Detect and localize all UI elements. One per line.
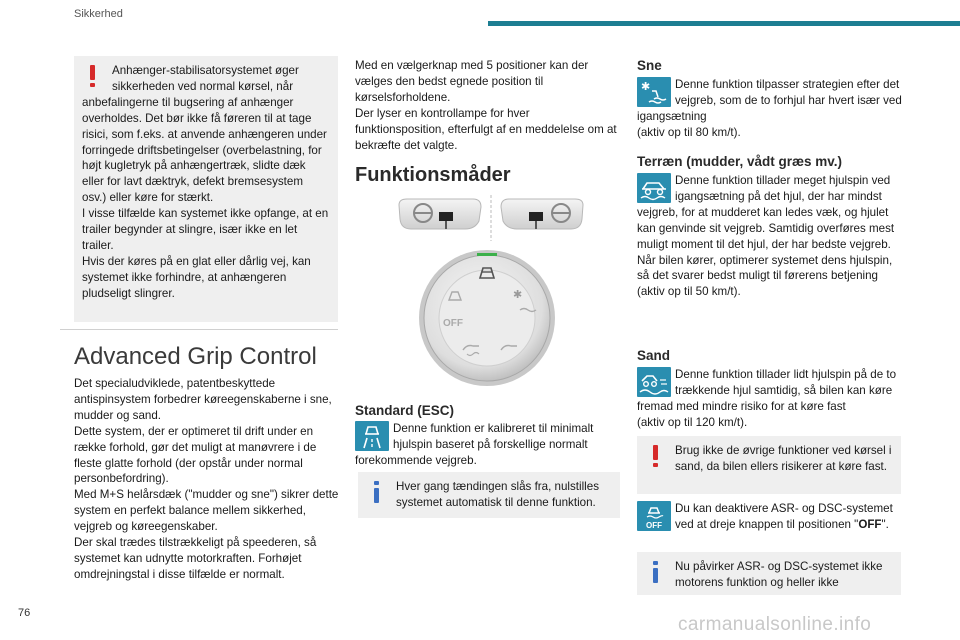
knob-off-label: OFF	[443, 318, 463, 329]
header-section-title: Sikkerhed	[74, 8, 123, 20]
section-title-agc: Advanced Grip Control	[74, 343, 317, 370]
standard-block	[355, 421, 620, 469]
warning-box-trailer	[74, 56, 338, 322]
svg-text:✱: ✱	[641, 80, 651, 93]
dashboard-illustration	[395, 195, 587, 241]
snow-icon	[637, 77, 671, 107]
terrain-block	[637, 173, 903, 300]
warning-icon	[645, 443, 675, 469]
info-reset-text: Hver gang tændingen slås fra, nulstilles systemet automatisk til denne funktion.	[396, 480, 599, 509]
snow-block	[637, 77, 903, 141]
off-mode-icon	[637, 501, 671, 531]
standard-text: Denne funktion er kalibreret til minimalt hjulspin baseret på forskellige normalt forekommende vejgreb.	[355, 422, 594, 467]
terrain-icon	[637, 173, 671, 203]
section-divider	[60, 329, 338, 330]
snow-text: Denne funktion tilpasser strategien efter det vejgreb, som de to forhjul har hvert især ved igangsætning (aktiv op til 80 km/t).	[637, 78, 902, 139]
selector-intro-text: Med en vælgerknap med 5 positioner kan der vælges den bedst egnede position til kørselsforholdene. Der lyser en kontrollampe for hver funktionsposition, efterfulgt af en meddelelse om at bekræfte det valgte.	[355, 59, 617, 152]
info-box-off	[637, 552, 901, 595]
terrain-text: Denne funktion tillader meget hjulspin ved igangsætning på det hjul, der har mindst vejgreb, for at mudderet kan ledes væk, og hjulet kan genvinde sit vejgreb. Samtidig overføres mest muligt moment til det hjul, der har bedste vejgreb. Når bilen kører, optimerer systemet dens hjulspin, så det svarer bedst muligt til førerens betjening (aktiv op til 50 km/t).	[637, 174, 895, 299]
warning-text: Anhænger-stabilisatorsystemet øger sikkerheden ved normal kørsel, når anbefalingerne til bugsering af anhænger overholdes. Det bør ikke få føreren til at tage risici, som f.eks. at anvende anhængeren under forringede driftsbetingelser (overbelastning, for højt kugletryk på anhængertræk, slidte dæk eller for lavt dæktryk, defekt bremsesystem osv.) eller køre for stærkt. I visse tilfælde kan systemet ikke opfange, at en trailer begynder at slingre, især ikke en let trailer. Hvis der køres på en glat eller dårlig vej, kan systemet ikke forhindre, at anhængeren pludseligt slingrer.	[82, 64, 329, 300]
sand-warning-text: Brug ikke de øvrige funktioner ved kørsel i sand, da bilen ellers risikerer at køre fast.	[675, 444, 892, 473]
sand-text: Denne funktion tillader lidt hjulspin på de to trækkende hjul samtidig, så bilen kan køre fremad med mindre risiko for at køre fast (aktiv op til 120 km/t).	[637, 368, 897, 429]
svg-text:✱: ✱	[513, 289, 523, 301]
off-icon-label: OFF	[646, 521, 662, 530]
modes-heading: Funktionsmåder	[355, 164, 511, 186]
info-box-reset	[358, 472, 620, 518]
standard-heading: Standard (ESC)	[355, 403, 455, 418]
header-accent-bar	[488, 21, 960, 26]
sand-heading: Sand	[637, 348, 671, 363]
sand-icon	[637, 367, 671, 397]
snow-heading: Sne	[637, 58, 662, 73]
watermark: carmanualsonline.info	[678, 614, 872, 635]
page-number: 76	[18, 607, 31, 619]
sand-block	[637, 367, 903, 431]
warning-icon	[82, 63, 112, 89]
terrain-heading: Terræn (mudder, vådt græs mv.)	[637, 154, 843, 169]
off-text-part2: ".	[881, 517, 889, 531]
off-block	[637, 501, 903, 533]
info-off-text: Nu påvirker ASR- og DSC-systemet ikke motorens funktion og heller ikke	[675, 560, 883, 589]
warning-box-sand	[637, 436, 901, 494]
off-text	[637, 501, 903, 533]
selector-knob-icon	[417, 248, 557, 388]
agc-body-text: Det specialudviklede, patentbeskyttede antispinsystem forbedrer køreegenskaberne i sne, mudder og sand. Dette system, der er optimeret til drift under en række forhold, gør det muligt at manøvrere i de fleste glatte forhold (der opstår under normal personbefordring). Med M+S helårsdæk ("mudder og sne") sikrer dette system en perfekt balance mellem sikkerhed, vejgreb og køreegenskaber. Der skal trædes tilstrækkeligt på speederen, så systemet kan udnytte motorkraften. Forhøjet omdrejningstal i disse tilfælde er normalt.	[74, 377, 339, 581]
standard-road-icon	[355, 421, 389, 451]
info-icon	[366, 479, 396, 505]
off-text-bold: OFF	[858, 517, 882, 531]
off-text-part1: Du kan deaktivere ASR- og DSC-systemet ved at dreje knappen til positionen "	[675, 502, 893, 531]
info-icon	[645, 559, 675, 585]
